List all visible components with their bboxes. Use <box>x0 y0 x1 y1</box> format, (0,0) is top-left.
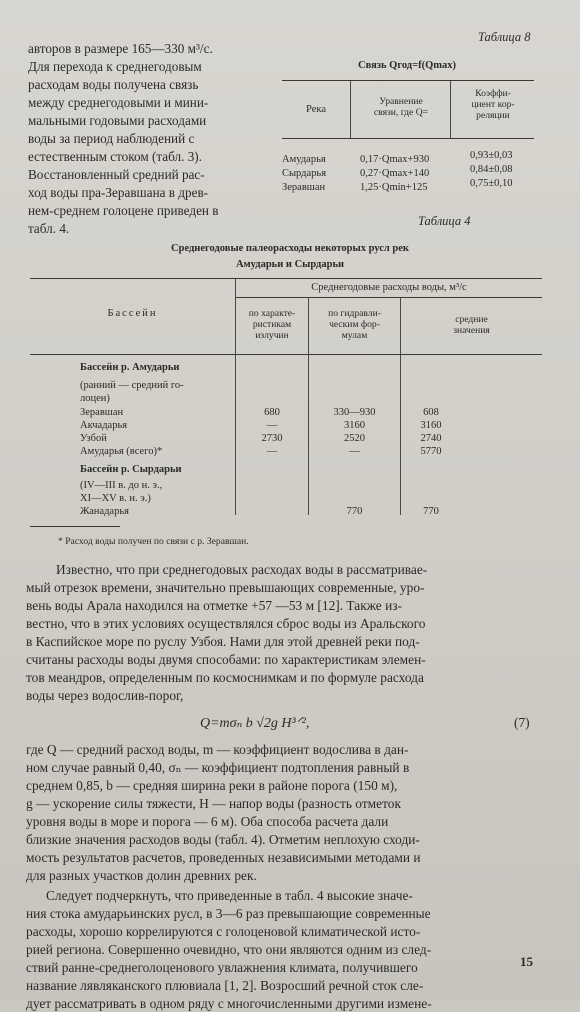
table-cell: 0,17·Qmax+930 <box>360 154 430 165</box>
header-rule <box>282 138 534 139</box>
table-cell: 330—930 <box>333 407 376 418</box>
header-mean: средние значения <box>453 314 490 336</box>
table-cell: (ранний — средний го- <box>80 380 184 391</box>
header-coefficient: Коэффи- циент кор- реляции <box>471 88 515 121</box>
text-line: Восстановленный средний рас- <box>28 167 205 182</box>
table-cell: лоцен) <box>80 393 110 404</box>
header-equation: Уравнение связи, где Q= <box>373 96 429 118</box>
text-line: ствий ранне-среднеголоценового увлажнения климата, получившего <box>26 960 418 975</box>
text-line: табл. 4. <box>28 221 70 236</box>
text-line: авторов в размере 165—330 м³/с. <box>28 41 213 56</box>
text-line: мый отрезок времени, значительно превышающих современные, уро- <box>26 580 425 595</box>
text-line: среднем 0,85, b — средняя ширина реки в районе порога (150 м), <box>26 778 398 793</box>
table-cell: Зеравшан <box>282 182 326 193</box>
text-line: близкие значения расходов воды (табл. 4). Отметим неплохую сходи- <box>26 832 420 847</box>
table-cell: Амударья <box>282 154 326 165</box>
table-cell: 5770 <box>420 446 442 457</box>
text-line: воды через водослив-порог, <box>26 688 184 703</box>
table-cell: Узбой <box>80 433 107 444</box>
table-cell: 608 <box>423 407 439 418</box>
table-cell: 2520 <box>344 433 365 444</box>
text-line: рией региона. Совершенно очевидно, что они являются одним из след- <box>26 942 432 957</box>
formula-number: (7) <box>514 715 530 730</box>
table-cell: (IV—III в. до н. э., <box>80 480 163 491</box>
table-cell: 680 <box>264 407 280 418</box>
table-cell: — <box>266 446 278 457</box>
header-basin: Бассейн <box>107 308 158 319</box>
header-group: Среднегодовые расходы воды, м³/с <box>311 282 467 293</box>
table-caption: Таблица 4 <box>418 214 471 228</box>
header-river: Река <box>306 104 326 115</box>
text-line: дует рассматривать в одном ряду с многочисленными другими измене- <box>26 996 432 1011</box>
text-line: вень воды Арала находился на отметке +57 —53 м [12]. Также из- <box>26 598 403 613</box>
table-cell: XI—XV в. н. э.) <box>80 493 151 504</box>
header-meanders: по характе- ристикам излучин <box>248 308 296 341</box>
table-top-rule <box>282 80 534 81</box>
table-cell: Сырдарья <box>282 168 327 179</box>
text-line: считаны расходы воды двумя способами: по характеристикам элемен- <box>26 652 426 667</box>
text-line: где Q — средний расход воды, m — коэффициент водослива в дан- <box>26 742 409 757</box>
table-cell: 0,27·Qmax+140 <box>360 168 430 179</box>
table-cell: 1,25·Qmin+125 <box>360 182 428 193</box>
text-line: ход воды пра-Зеравшана в древ- <box>28 185 209 200</box>
table-cell: Жанадарья <box>80 506 129 517</box>
table-cell: 770 <box>346 506 363 517</box>
table-title-line: Среднегодовые палеорасходы некоторых русл рек <box>171 243 409 254</box>
footnote-rule <box>30 526 120 527</box>
text-line: для разных участков долин древних рек. <box>26 868 257 883</box>
text-line: Известно, что при среднегодовых расходах воды в рассматривае- <box>56 562 428 577</box>
text-line: g — ускорение силы тяжести, H — напор воды (разность отметок <box>26 796 401 811</box>
table-cell: Амударья (всего)* <box>80 446 163 457</box>
table-cell: Зеравшан <box>80 407 124 418</box>
table-cell: 0,93±0,03 <box>470 150 513 161</box>
text-line: ния стока амударьинских русл, в 3—6 раз превышающие современные <box>26 906 431 921</box>
text-line: расходы, хорошо коррелируются с голоценовой климатической исто- <box>26 924 421 939</box>
column-divider <box>350 81 351 139</box>
formula: Q=mσₙ b √2g H³ᐟ², <box>200 716 310 731</box>
table-cell: Бассейн р. Амударьи <box>80 362 180 373</box>
group-rule <box>236 297 542 298</box>
header-hydraulic: по гидравли- ческим фор- мулам <box>328 308 381 341</box>
table-cell: — <box>349 446 360 457</box>
table-cell: 0,84±0,08 <box>470 164 513 175</box>
table-cell: 2740 <box>420 433 442 444</box>
table-cell: Акчадарья <box>80 420 128 431</box>
table-top-rule <box>30 278 542 279</box>
text-line: вестно, что в этих условиях осуществлялся сброс воды из Аральского <box>26 616 426 631</box>
text-line: естественным стоком (табл. 3). <box>28 149 202 164</box>
header-rule <box>30 354 542 355</box>
table-title-line: Амударьи и Сырдарьи <box>235 259 345 270</box>
table-cell: 0,75±0,10 <box>470 178 513 189</box>
table-cell: — <box>266 420 278 431</box>
table-cell: 3160 <box>420 420 442 431</box>
page-number: 15 <box>520 954 533 969</box>
text-line: Для перехода к среднегодовым <box>28 59 202 74</box>
column-divider <box>450 81 451 139</box>
text-line: уровня воды в море и порога — 6 м). Оба способа расчета дали <box>26 814 389 829</box>
text-line: ном случае равный 0,40, σₙ — коэффициент подтопления равный в <box>26 760 410 775</box>
text-line: мальными годовыми расходами <box>28 113 207 128</box>
text-line: нем-среднем голоцене приведен в <box>28 203 219 218</box>
text-line: название лявляканского плювиала [1, 2]. Возросший речной сток сле- <box>26 978 424 993</box>
text-line: мость результатов расчетов, проведенных независимыми методами и <box>26 850 421 865</box>
text-line: расходам воды получена связь <box>28 77 199 92</box>
text-line: тов меандров, определенным по космоснимкам и по формуле расхода <box>26 670 424 685</box>
text-line: воды за период наблюдений с <box>28 131 195 146</box>
table-cell: Бассейн р. Сырдарьи <box>80 464 182 475</box>
table-cell: 3160 <box>344 420 365 431</box>
table-caption: Таблица 8 <box>478 30 531 44</box>
table-title: Связь Qгод=f(Qmax) <box>357 60 456 71</box>
text-line: между среднегодовыми и мини- <box>28 95 209 110</box>
table-cell: 770 <box>423 506 439 517</box>
text-line: в Каспийское море по руслу Узбоя. Нами для этой древней реки под- <box>26 634 420 649</box>
table-footnote: * Расход воды получен по связи с р. Зеравшан. <box>58 536 249 547</box>
text-line: Следует подчеркнуть, что приведенные в табл. 4 высокие значе- <box>46 888 413 903</box>
table-cell: 2730 <box>261 433 283 444</box>
